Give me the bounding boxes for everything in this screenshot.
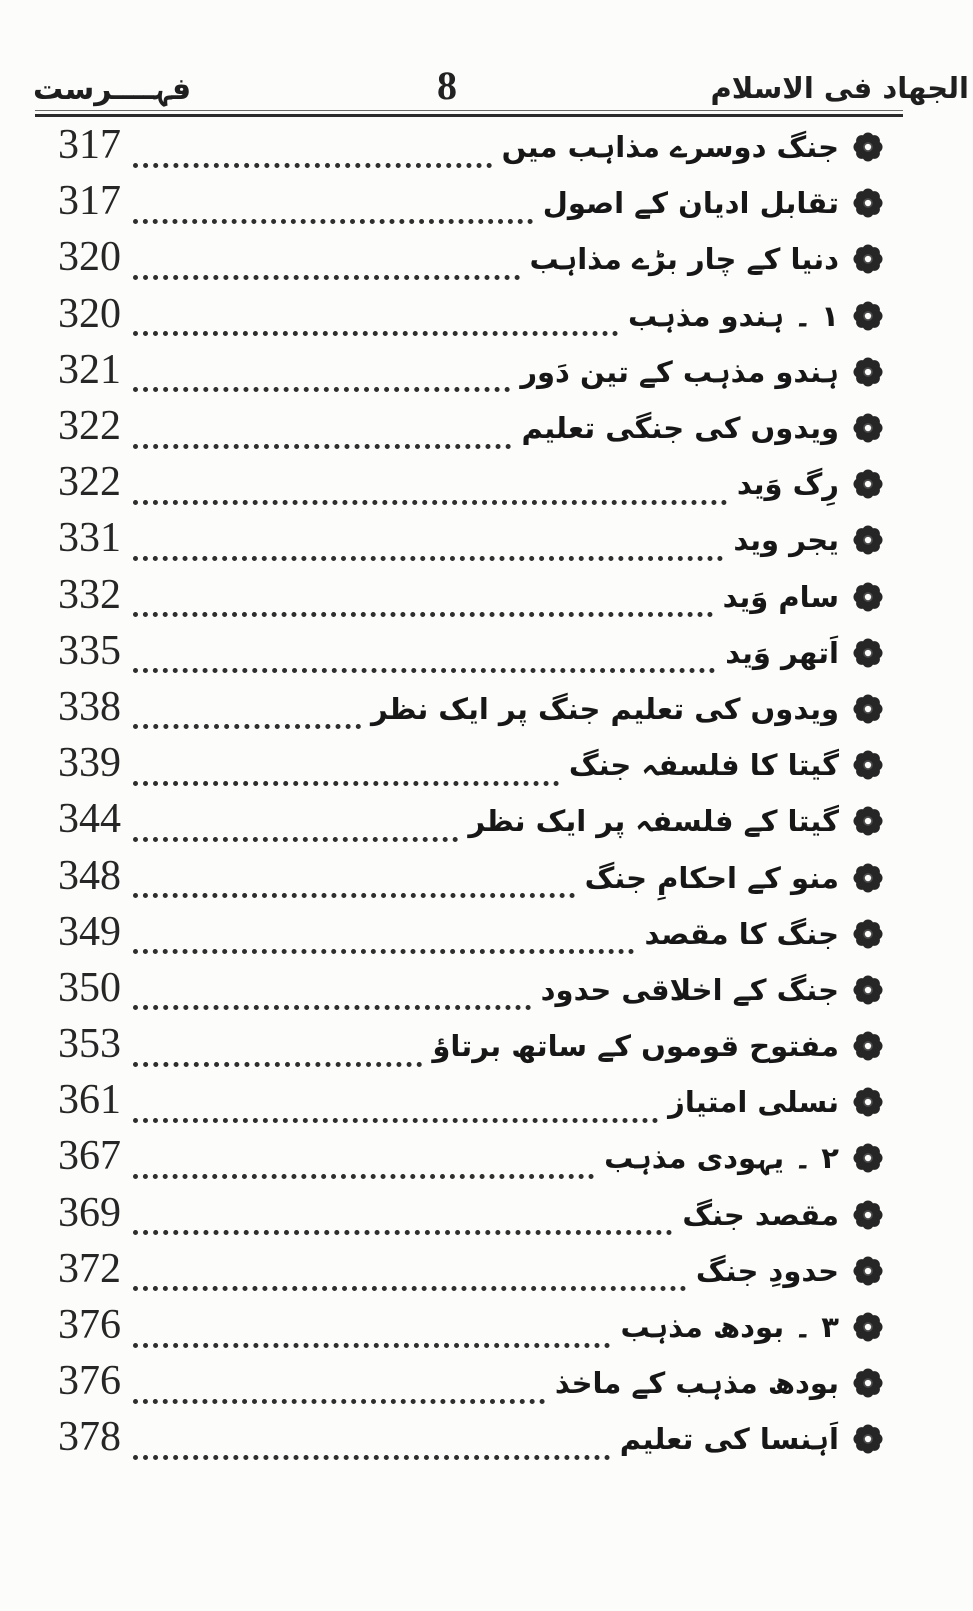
dotted-leader [133,1026,422,1067]
toc-row [58,906,883,962]
dotted-leader [133,1363,545,1404]
toc-entry-title: جنگ دوسرے مذاہب میں [501,130,839,165]
toc-row [58,849,883,905]
toc-entry-title: مفتوح قوموں کے ساتھ برتاؤ [432,1029,839,1064]
toc-page-number: 335 [58,627,121,674]
toc-entry-title: ہندو مذہب کے تین دَور [520,354,839,389]
toc-page-number: 322 [58,403,121,450]
toc-entry-title: مقصد جنگ [682,1197,839,1232]
flower-bullet-icon [853,806,883,836]
header-divider-rule [35,114,903,117]
header-page-number: 8 [437,63,457,108]
dotted-leader [133,1194,672,1235]
page-header [0,0,973,117]
toc-row [58,737,883,793]
toc-page-number: 376 [58,1358,121,1405]
toc-entry-title: گیتا کے فلسفہ پر ایک نظر [468,804,839,839]
toc-row [58,1243,883,1299]
flower-bullet-icon [853,244,883,274]
toc-row [58,569,883,625]
toc-row [58,400,883,456]
toc-entry-title: دنیا کے چار بڑے مذاہب [529,242,839,277]
flower-bullet-icon [853,1368,883,1398]
toc-row [58,231,883,287]
dotted-leader [133,688,361,729]
toc-entry-title: منو کے احکامِ جنگ [584,860,839,895]
toc-page-number: 321 [58,346,121,393]
toc-entry-title: ۲ ۔ یہودی مذہب [604,1141,839,1176]
dotted-leader [133,857,575,898]
dotted-leader [133,1250,686,1291]
toc-entry-title: اَتھر وَید [725,635,839,670]
toc-page-number: 378 [58,1414,121,1461]
dotted-leader [133,801,458,842]
dotted-leader [133,913,634,954]
flower-bullet-icon [853,1031,883,1061]
toc-row [58,119,883,175]
toc-entry-title: یجر وید [733,523,839,558]
toc-entry-title: نسلی امتیاز [668,1085,839,1120]
dotted-leader [133,183,533,224]
dotted-leader [133,576,713,617]
toc-entry-title: ویدوں کی جنگی تعلیم [521,411,839,446]
toc-row [58,175,883,231]
toc-page-number: 369 [58,1189,121,1236]
toc-page-number: 376 [58,1302,121,1349]
header-book-title: الجهاد فی الاسلام [710,71,969,105]
toc-page-number: 367 [58,1133,121,1180]
dotted-leader [133,520,723,561]
toc-row [58,512,883,568]
toc-entry-title: حدودِ جنگ [695,1253,839,1288]
dotted-leader [133,1138,594,1179]
dotted-leader [133,745,559,786]
dotted-leader [133,239,520,280]
toc-entry-title: اَہنسا کی تعلیم [619,1422,839,1457]
toc-page-number: 320 [58,234,121,281]
flower-bullet-icon [853,525,883,555]
toc-page-number: 331 [58,515,121,562]
flower-bullet-icon [853,975,883,1005]
dotted-leader [133,464,727,505]
toc-row [58,288,883,344]
toc-page-number: 338 [58,683,121,730]
toc-entry-title: ویدوں کی تعلیم جنگ پر ایک نظر [371,691,839,726]
flower-bullet-icon [853,188,883,218]
toc-row [58,1299,883,1355]
toc-page-number: 353 [58,1021,121,1068]
toc-page-number: 361 [58,1077,121,1124]
toc-entry-title: ۳ ۔ بودھ مذہب [620,1310,839,1345]
toc-page-number: 348 [58,852,121,899]
toc-list [0,117,973,1468]
toc-row [58,681,883,737]
flower-bullet-icon [853,1087,883,1117]
toc-page-number: 350 [58,964,121,1011]
header-section-label: فہــــرست [33,72,192,107]
flower-bullet-icon [853,1143,883,1173]
toc-row [58,962,883,1018]
toc-entry-title: گیتا کا فلسفہ جنگ [568,748,839,783]
flower-bullet-icon [853,582,883,612]
toc-page-number: 320 [58,290,121,337]
toc-row [58,1074,883,1130]
toc-entry-title: ۱ ۔ ہندو مذہب [628,298,839,333]
toc-page-number: 339 [58,740,121,787]
flower-bullet-icon [853,1200,883,1230]
toc-entry-title: جنگ کے اخلاقی حدود [540,972,839,1007]
flower-bullet-icon [853,357,883,387]
toc-entry-title: رِگ وَید [736,467,839,502]
toc-row [58,1411,883,1467]
dotted-leader [133,127,492,168]
toc-page-number: 322 [58,459,121,506]
flower-bullet-icon [853,413,883,443]
toc-page-number: 332 [58,571,121,618]
toc-entry-title: بودھ مذہب کے ماخذ [554,1366,839,1401]
dotted-leader [133,969,531,1010]
dotted-leader [133,632,715,673]
dotted-leader [133,1307,610,1348]
flower-bullet-icon [853,694,883,724]
flower-bullet-icon [853,132,883,162]
toc-row [58,456,883,512]
toc-row [58,1018,883,1074]
dotted-leader [133,1082,658,1123]
flower-bullet-icon [853,863,883,893]
toc-page-number: 349 [58,908,121,955]
toc-row [58,1187,883,1243]
toc-row [58,793,883,849]
toc-entry-title: سام وَید [722,579,839,614]
flower-bullet-icon [853,1256,883,1286]
flower-bullet-icon [853,301,883,331]
dotted-leader [133,295,618,336]
toc-page-number: 344 [58,796,121,843]
toc-page-number: 317 [58,178,121,225]
flower-bullet-icon [853,469,883,499]
toc-row [58,344,883,400]
flower-bullet-icon [853,638,883,668]
toc-row [58,1130,883,1186]
flower-bullet-icon [853,1424,883,1454]
toc-row [58,1355,883,1411]
dotted-leader [133,351,510,392]
flower-bullet-icon [853,1312,883,1342]
flower-bullet-icon [853,919,883,949]
toc-page-number: 317 [58,122,121,169]
dotted-leader [133,1419,610,1460]
toc-page-number: 372 [58,1245,121,1292]
toc-entry-title: جنگ کا مقصد [644,916,839,951]
flower-bullet-icon [853,750,883,780]
toc-entry-title: تقابل ادیان کے اصول [542,186,839,221]
toc-row [58,625,883,681]
dotted-leader [133,408,511,449]
